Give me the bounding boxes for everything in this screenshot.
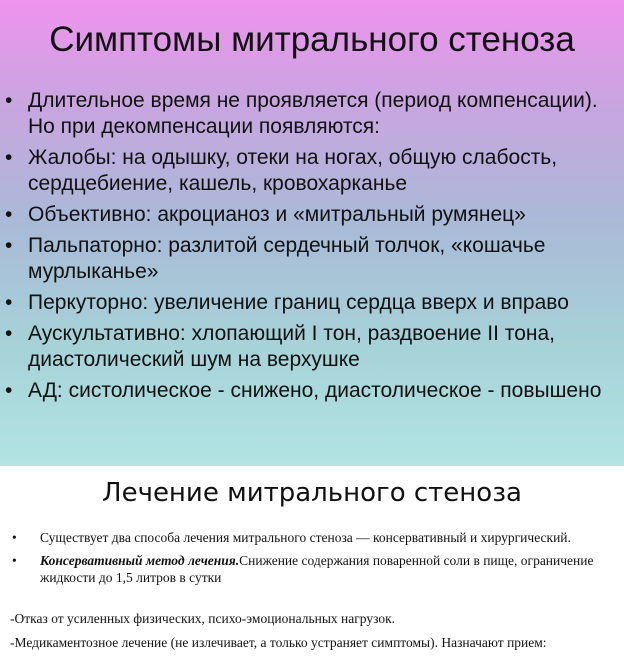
symptoms-title: Симптомы митрального стеноза bbox=[49, 20, 575, 59]
treatment-paragraph: -Отказ от усиленных физических, психо-эмоциональных нагрузок. bbox=[10, 611, 396, 626]
symptoms-list bbox=[0, 88, 624, 409]
bullet-icon: • bbox=[5, 322, 13, 345]
treatment-title: Лечение митрального стеноза bbox=[102, 478, 522, 508]
bullet-icon: • bbox=[12, 530, 17, 545]
symptom-item: • Жалобы: на одышку, отеки на ногах, общую слабость, сердцебиение, кашель, кровохарканье bbox=[5, 146, 558, 195]
symptom-item: • Пальпаторно: разлитой сердечный толчок, «кошачье мурлыканье» bbox=[5, 234, 546, 283]
bullet-icon: • bbox=[5, 146, 13, 169]
symptom-item: • Длительное время не проявляется (период компенсации). Но при декомпенсации появляются: bbox=[5, 89, 598, 138]
treatment-item: • Консервативный метод лечения.Снижение содержания поваренной соли в пище, ограничение жидкости до 1,5 литров в сутки bbox=[12, 553, 594, 585]
bullet-icon: • bbox=[12, 553, 17, 568]
conservative-method-label: Консервативный метод лечения. bbox=[40, 553, 240, 568]
bullet-icon: • bbox=[5, 89, 13, 112]
bullet-icon: • bbox=[5, 203, 13, 226]
treatment-paragraph: -Медикаментозное лечение (не излечивает, а только устраняет симптомы). Назначают прием: bbox=[10, 635, 547, 650]
symptom-item: • Аускультативно: хлопающий I тон, раздвоение II тона, диастолический шум на верхушке bbox=[5, 322, 555, 371]
treatment-item: • Существует два способа лечения митрального стеноза — консервативный и хирургический. bbox=[12, 530, 571, 545]
bullet-icon: • bbox=[5, 291, 13, 314]
treatment-list bbox=[0, 529, 624, 592]
symptom-item: • АД: систолическое - снижено, диастолическое - повышено bbox=[5, 379, 602, 402]
bullet-icon: • bbox=[5, 379, 13, 402]
symptom-item: • Объективно: акроцианоз и «митральный румянец» bbox=[5, 203, 526, 226]
bullet-icon: • bbox=[5, 234, 13, 257]
treatment-slide bbox=[0, 466, 624, 668]
symptom-item: • Перкуторно: увеличение границ сердца вверх и вправо bbox=[5, 291, 569, 314]
